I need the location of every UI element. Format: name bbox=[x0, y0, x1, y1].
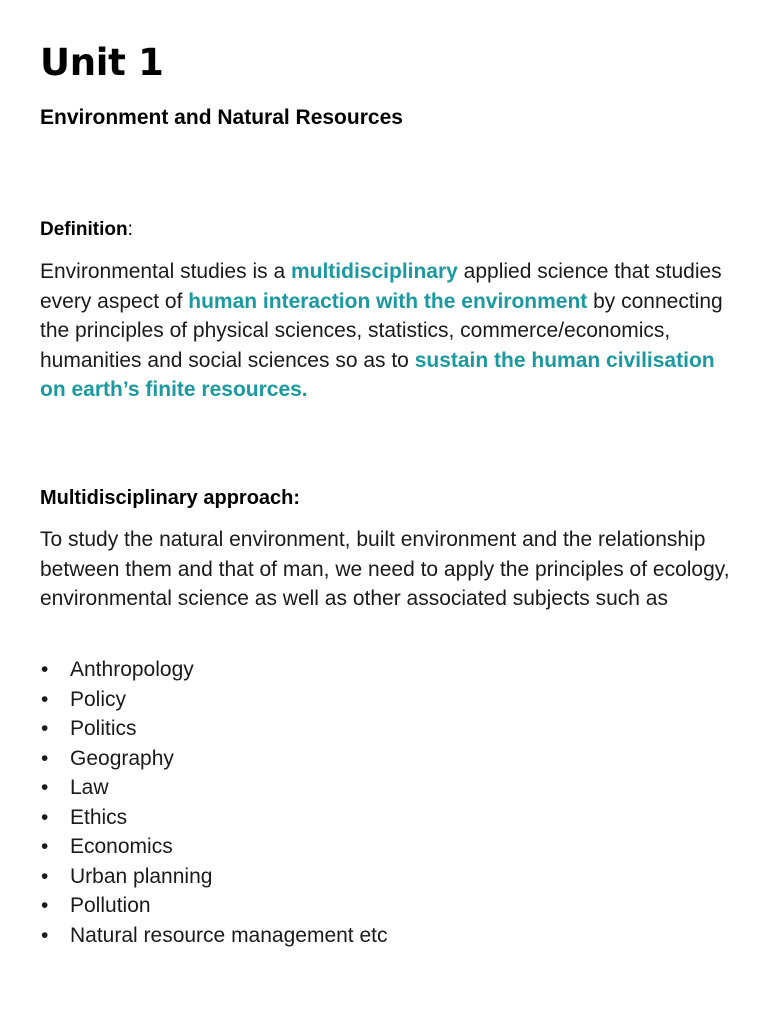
list-item-label: Urban planning bbox=[70, 864, 213, 888]
list-item-label: Anthropology bbox=[70, 658, 194, 681]
definition-label-text: Definition bbox=[40, 219, 128, 240]
bullet-icon: • bbox=[41, 687, 49, 711]
definition-text-part: Environmental studies is a bbox=[40, 260, 291, 283]
list-item-label: Pollution bbox=[70, 894, 151, 917]
bullet-icon: • bbox=[41, 923, 49, 947]
list-item-label: Natural resource management etc bbox=[70, 923, 388, 947]
page-subtitle: Environment and Natural Resources bbox=[40, 106, 403, 129]
list-item bbox=[40, 891, 388, 921]
list-item bbox=[40, 714, 388, 744]
list-item bbox=[40, 803, 388, 833]
bullet-icon: • bbox=[41, 658, 49, 681]
bullet-icon: • bbox=[41, 894, 49, 917]
list-item bbox=[40, 862, 388, 892]
definition-text-part: by connecting the principles of physical sciences, statistics, commerce/economics, humanities and social sciences so as to bbox=[40, 289, 723, 372]
list-item bbox=[40, 744, 388, 774]
bullet-icon: • bbox=[41, 805, 49, 829]
multidisciplinary-heading: Multidisciplinary approach: bbox=[40, 487, 301, 509]
bullet-icon: • bbox=[41, 776, 49, 799]
definition-text-part: applied science that studies every aspect of bbox=[40, 260, 722, 313]
bullet-icon: • bbox=[41, 746, 49, 770]
highlight-human-interaction: human interaction with the environment bbox=[188, 289, 588, 313]
list-item-label: Economics bbox=[70, 835, 173, 858]
list-item bbox=[40, 832, 388, 862]
list-item bbox=[40, 655, 388, 685]
bullet-icon: • bbox=[41, 835, 49, 858]
highlight-multidisciplinary: multidisciplinary bbox=[290, 260, 458, 283]
page-title: Unit 1 bbox=[40, 41, 164, 84]
list-item-label: Policy bbox=[70, 687, 127, 711]
list-item bbox=[40, 773, 388, 803]
subjects-list bbox=[40, 655, 388, 950]
list-item-label: Law bbox=[70, 776, 109, 799]
definition-label bbox=[40, 218, 133, 242]
list-item-label: Politics bbox=[70, 717, 137, 740]
list-item bbox=[40, 921, 388, 951]
definition-paragraph bbox=[40, 257, 730, 405]
multidisciplinary-paragraph: To study the natural environment, built environment and the relationship between them and that of man, we need to apply the principles of ecology, environmental science as well as other associated subjects such as bbox=[40, 528, 730, 610]
bullet-icon: • bbox=[41, 717, 49, 740]
list-item-label: Ethics bbox=[70, 805, 128, 829]
list-item-label: Geography bbox=[70, 746, 174, 770]
definition-label-colon: : bbox=[127, 219, 133, 240]
bullet-icon: • bbox=[41, 864, 49, 888]
highlight-sustain: sustain the human civilisation on earth’s finite resources. bbox=[40, 348, 715, 401]
list-item bbox=[40, 685, 388, 715]
